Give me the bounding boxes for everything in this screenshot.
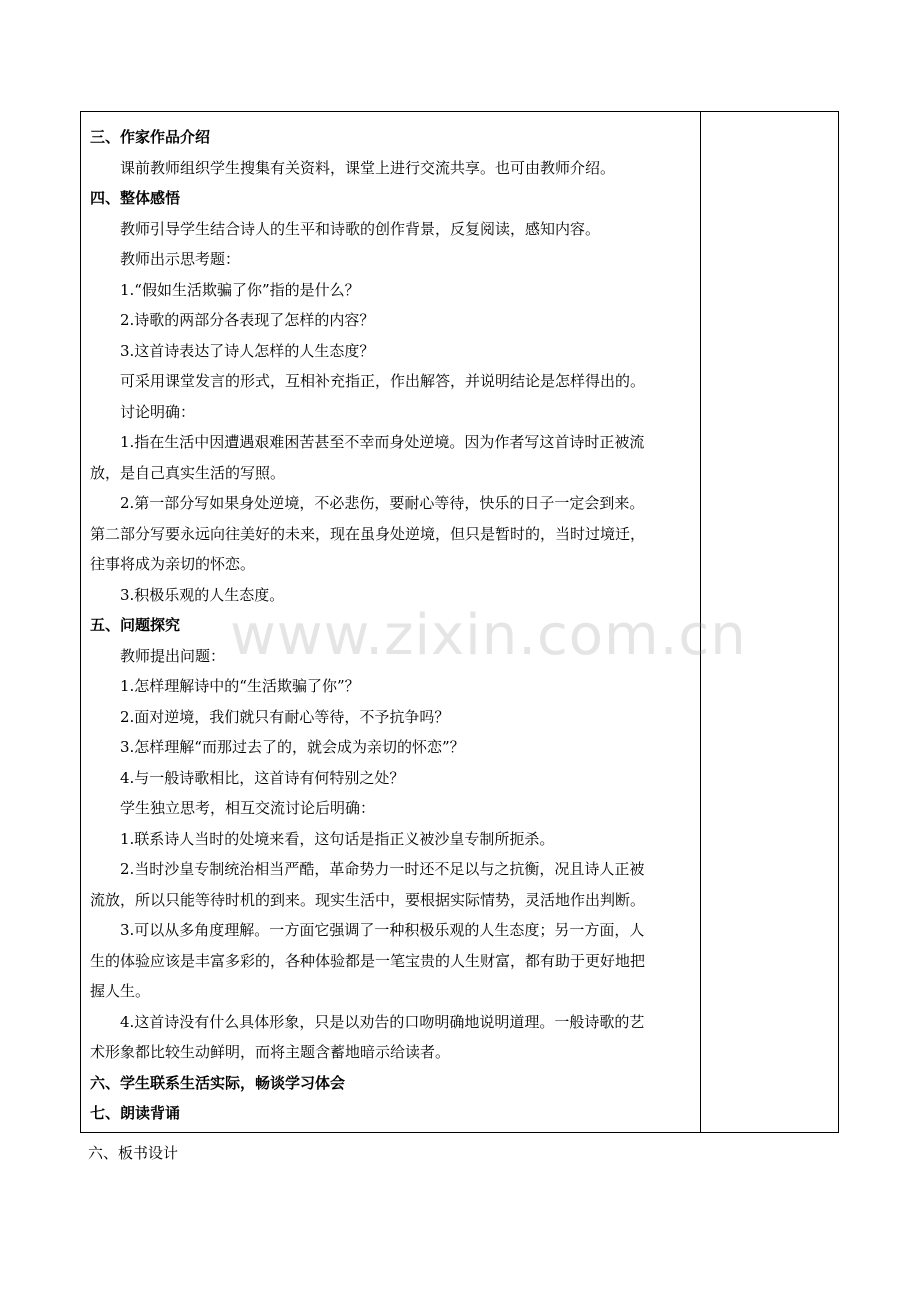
- text-line: 讨论明确：: [120, 402, 196, 421]
- text-line: 可采用课堂发言的形式，互相补充指正，作出解答，并说明结论是怎样得出的。: [120, 372, 646, 390]
- text-line: 2.诗歌的两部分各表现了怎样的内容？: [120, 311, 375, 329]
- text-line: 4.这首诗没有什么具体形象，只是以劝告的口吻明确地说明道理。一般诗歌的艺: [120, 1012, 645, 1031]
- section-blackboard-design: 六、板书设计: [88, 1144, 179, 1162]
- text-line: 教师提出问题：: [120, 646, 226, 665]
- lesson-content-cell: [81, 112, 701, 1132]
- text-line: 握人生。: [90, 982, 151, 1000]
- text-line: 3.怎样理解“而那过去了的，就会成为亲切的怀恋”？: [120, 738, 465, 756]
- text-line: 1.怎样理解诗中的“生活欺骗了你”？: [120, 677, 360, 695]
- text-line: 流放，所以只能等待时机的到来。现实生活中，要根据实际情势，灵活地作出判断。: [90, 890, 646, 909]
- section-heading: 七、朗读背诵: [90, 1104, 181, 1122]
- text-line: 教师出示思考题：: [120, 250, 241, 268]
- text-line: 1.指在生活中因遭遇艰难困苦甚至不幸而身处逆境。因为作者写这首诗时正被流: [120, 433, 645, 451]
- text-line: 1.“假如生活欺骗了你”指的是什么？: [120, 280, 360, 299]
- text-line: 3.积极乐观的人生态度。: [120, 585, 285, 604]
- text-line: 放，是自己真实生活的写照。: [90, 463, 286, 482]
- text-line: 学生独立思考，相互交流讨论后明确：: [120, 799, 376, 817]
- text-line: 生的体验应该是丰富多彩的，各种体验都是一笔宝贵的人生财富，都有助于更好地把: [90, 951, 646, 970]
- lesson-table: [80, 111, 839, 1133]
- text-line: 往事将成为亲切的怀恋。: [90, 555, 256, 573]
- text-line: 课前教师组织学生搜集有关资料，课堂上进行交流共享。也可由教师介绍。: [120, 158, 616, 177]
- section-heading: 五、问题探究: [90, 616, 181, 634]
- section-heading: 三、作家作品介绍: [90, 128, 211, 146]
- section-heading: 六、学生联系生活实际，畅谈学习体会: [90, 1073, 346, 1092]
- notes-cell: [701, 112, 838, 1132]
- text-line: 1.联系诗人当时的处境来看，这句话是指正义被沙皇专制所扼杀。: [120, 829, 555, 848]
- watermark: www.zixin.com.cn: [230, 603, 747, 668]
- text-line: 3.这首诗表达了诗人怎样的人生态度？: [120, 341, 375, 360]
- section-heading: 四、整体感悟: [90, 189, 181, 207]
- text-line: 教师引导学生结合诗人的生平和诗歌的创作背景，反复阅读，感知内容。: [120, 219, 601, 238]
- text-line: 2.当时沙皇专制统治相当严酷，革命势力一时还不足以与之抗衡，况且诗人正被: [120, 860, 645, 878]
- text-line: 3.可以从多角度理解。一方面它强调了一种积极乐观的人生态度；另一方面，人: [120, 921, 645, 939]
- text-line: 术形象都比较生动鲜明，而将主题含蓄地暗示给读者。: [90, 1043, 451, 1061]
- text-line: 4.与一般诗歌相比，这首诗有何特别之处？: [120, 768, 405, 787]
- text-line: 第二部分写要永远向往美好的未来，现在虽身处逆境，但只是暂时的，当时过境迁，: [90, 524, 646, 543]
- text-line: 2.面对逆境，我们就只有耐心等待，不予抗争吗？: [120, 707, 450, 726]
- text-line: 2.第一部分写如果身处逆境，不必悲伤，要耐心等待，快乐的日子一定会到来。: [120, 494, 645, 512]
